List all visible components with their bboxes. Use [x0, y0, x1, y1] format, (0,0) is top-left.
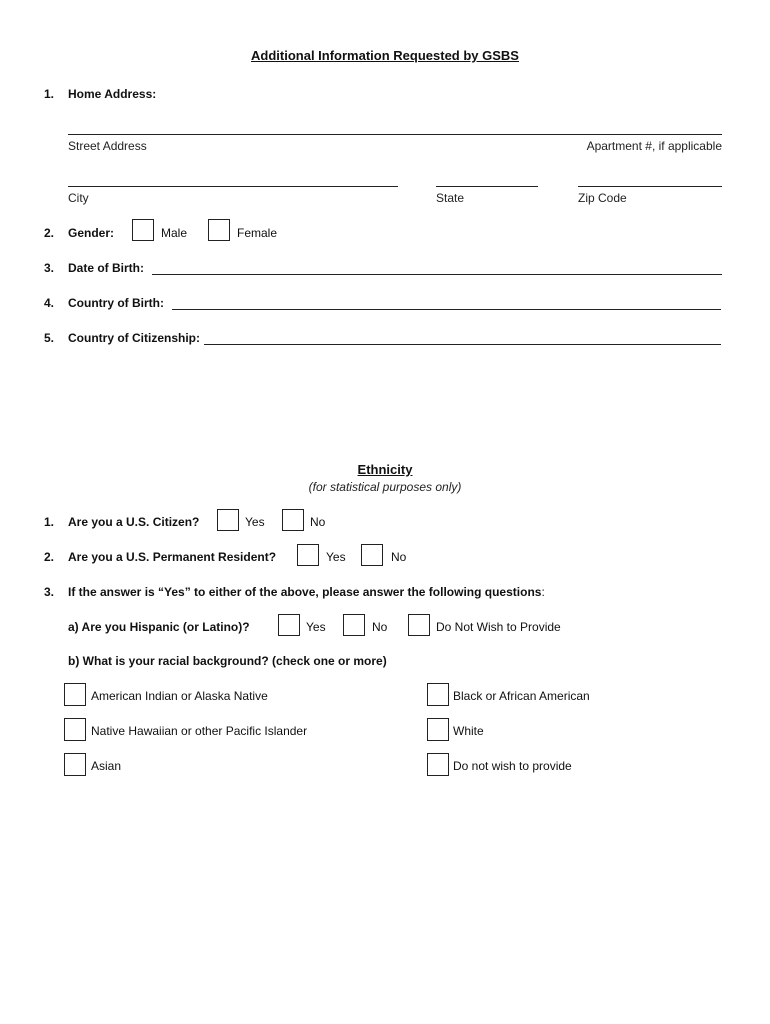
- apartment-caption: Apartment #, if applicable: [586, 139, 722, 153]
- q-country-birth-label: Country of Birth:: [68, 296, 164, 310]
- race-american-indian-label: American Indian or Alaska Native: [91, 689, 268, 703]
- gender-male-checkbox[interactable]: [132, 219, 154, 241]
- q-country-birth-number: 4.: [44, 296, 55, 310]
- dob-field[interactable]: [152, 274, 722, 275]
- state-field[interactable]: [436, 186, 538, 187]
- q-followup-colon: :: [541, 585, 545, 599]
- race-american-indian-checkbox[interactable]: [64, 683, 86, 706]
- q-resident-number: 2.: [44, 550, 55, 564]
- race-black-label: Black or African American: [453, 689, 590, 703]
- state-caption: State: [436, 191, 465, 205]
- hispanic-no-wish-label: Do Not Wish to Provide: [436, 620, 561, 634]
- citizen-no-label: No: [310, 515, 326, 529]
- q-followup-label: [68, 585, 545, 599]
- form-title: Additional Information Requested by GSBS: [251, 48, 519, 63]
- race-white-label: White: [453, 724, 484, 738]
- gender-female-checkbox[interactable]: [208, 219, 230, 241]
- race-black-checkbox[interactable]: [427, 683, 449, 706]
- race-no-wish-checkbox[interactable]: [427, 753, 449, 776]
- q-followup-number: 3.: [44, 585, 55, 599]
- country-citizenship-field[interactable]: [204, 344, 721, 345]
- resident-yes-checkbox[interactable]: [297, 544, 319, 566]
- hispanic-yes-label: Yes: [306, 620, 326, 634]
- q-country-citizenship-number: 5.: [44, 331, 55, 345]
- q-dob-label: Date of Birth:: [68, 261, 144, 275]
- q-home-address-label: Home Address:: [68, 87, 157, 101]
- resident-yes-label: Yes: [326, 550, 346, 564]
- race-asian-label: Asian: [91, 759, 122, 773]
- zip-code-field[interactable]: [578, 186, 722, 187]
- street-address-field[interactable]: [68, 134, 722, 135]
- q-gender-number: 2.: [44, 226, 55, 240]
- race-white-checkbox[interactable]: [427, 718, 449, 741]
- q-country-citizenship-label: Country of Citizenship:: [68, 331, 200, 345]
- zip-code-caption: Zip Code: [578, 191, 627, 205]
- q-citizen-number: 1.: [44, 515, 55, 529]
- hispanic-no-label: No: [372, 620, 388, 634]
- street-address-caption: Street Address: [68, 139, 147, 153]
- ethnicity-heading: Ethnicity: [357, 462, 413, 477]
- race-no-wish-label: Do not wish to provide: [453, 759, 572, 773]
- citizen-yes-checkbox[interactable]: [217, 509, 239, 531]
- city-field[interactable]: [68, 186, 398, 187]
- ethnicity-subheading: (for statistical purposes only): [308, 480, 462, 494]
- hispanic-no-checkbox[interactable]: [343, 614, 365, 636]
- resident-no-checkbox[interactable]: [361, 544, 383, 566]
- q-home-address-number: 1.: [44, 87, 55, 101]
- hispanic-no-wish-checkbox[interactable]: [408, 614, 430, 636]
- citizen-no-checkbox[interactable]: [282, 509, 304, 531]
- race-pacific-islander-checkbox[interactable]: [64, 718, 86, 741]
- race-pacific-islander-label: Native Hawaiian or other Pacific Islander: [91, 724, 308, 738]
- q-race-label: b) What is your racial background? (check one or more): [68, 654, 387, 668]
- race-asian-checkbox[interactable]: [64, 753, 86, 776]
- q-hispanic-label: a) Are you Hispanic (or Latino)?: [68, 620, 250, 634]
- gender-female-label: Female: [237, 226, 278, 240]
- q-gender-label: Gender:: [68, 226, 115, 240]
- hispanic-yes-checkbox[interactable]: [278, 614, 300, 636]
- resident-no-label: No: [391, 550, 407, 564]
- q-followup-text: If the answer is “Yes” to either of the above, please answer the following questions: [68, 585, 542, 599]
- gender-male-label: Male: [161, 226, 188, 240]
- q-citizen-label: Are you a U.S. Citizen?: [68, 515, 200, 529]
- q-dob-number: 3.: [44, 261, 55, 275]
- q-resident-label: Are you a U.S. Permanent Resident?: [68, 550, 277, 564]
- city-caption: City: [68, 191, 89, 205]
- citizen-yes-label: Yes: [245, 515, 265, 529]
- country-birth-field[interactable]: [172, 309, 721, 310]
